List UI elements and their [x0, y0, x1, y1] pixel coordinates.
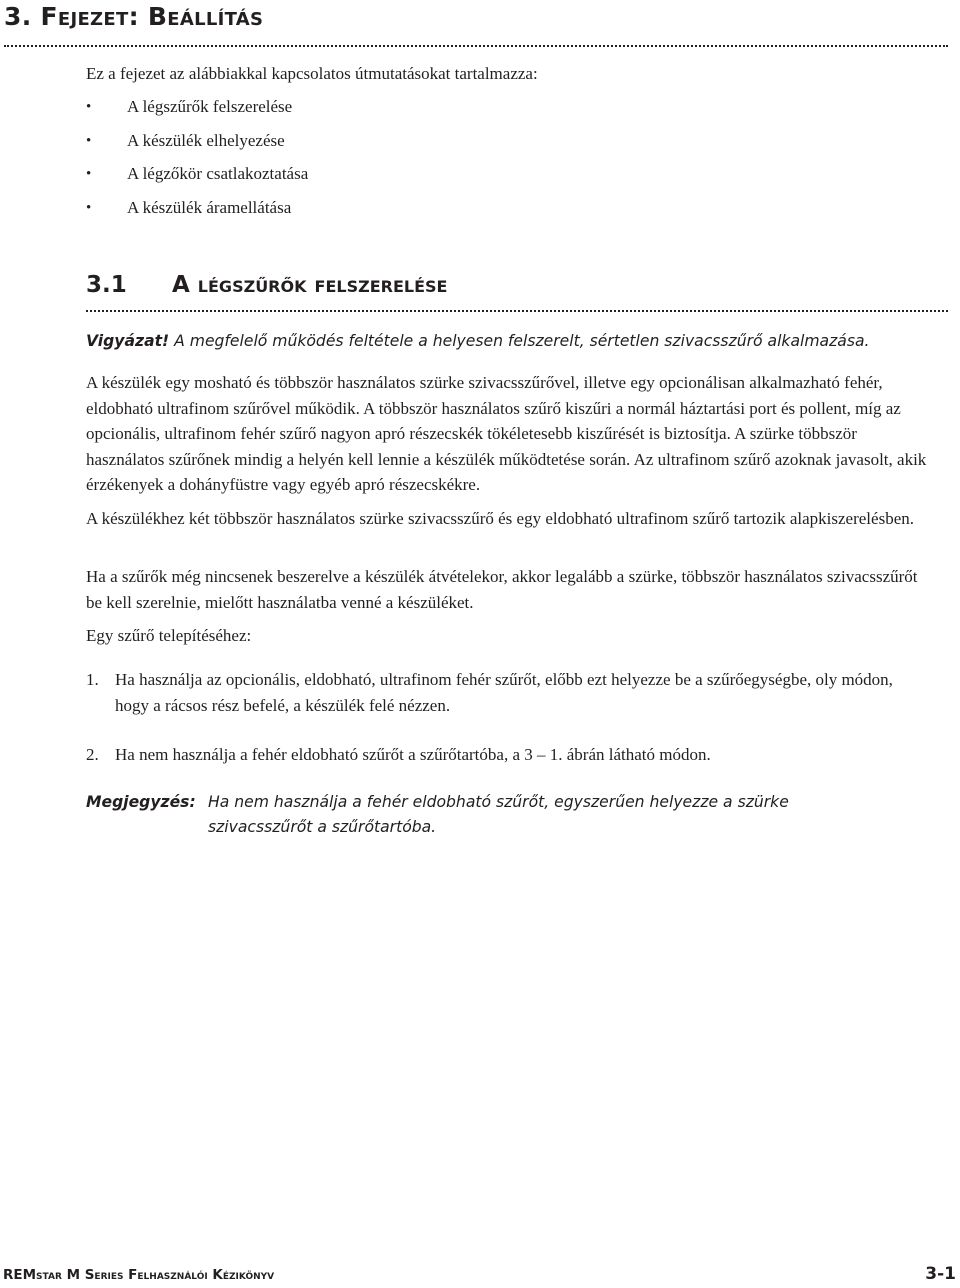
- bullet-icon: •: [86, 199, 92, 216]
- step-number: 2.: [86, 745, 99, 764]
- note-label: Megjegyzés:: [86, 793, 196, 811]
- paragraph: A készülék egy mosható és többször használatos szürke szivacsszűrővel, illetve egy opcionálisan alkalmazható fehér, eldobható ultrafinom szűrővel működik. A többször használatos szűrő kiszűri a normál háztartási port és pollent, míg az opcionális, ultrafinom fehér szűrő nagyon apró részecskék tökéletesebb kiszűrését is biztosítja. A szürke többször használatos szűrőnek mindig a helyén kell lennie a készülék működtetése során. Az ultrafinom szűrő azoknak javasolt, akik érzékenyek a dohányfüstre vagy egyéb apró részecskékre.: [86, 373, 927, 494]
- note-text: Ha nem használja a fehér eldobható szűrőt, egyszerűen helyezze a szürke szivacsszűrőt a szűrőtartóba.: [208, 793, 789, 836]
- bullet-icon: •: [86, 166, 92, 182]
- footer-page-number: 3-1: [925, 1264, 956, 1284]
- list-item: • A készülék elhelyezése: [86, 130, 308, 164]
- intro-text: Ez a fejezet az alábbiakkal kapcsolatos útmutatásokat tartalmazza:: [86, 64, 538, 83]
- section-divider: [86, 310, 948, 312]
- warning-note: [86, 332, 869, 350]
- footer-manual-title: REMstar M Series Felhasználói Kézikönyv: [3, 1267, 275, 1283]
- warning-text: A megfelelő működés feltétele a helyesen felszerelt, sértetlen szivacsszűrő alkalmazása.: [174, 332, 870, 350]
- step-text: Ha használja az opcionális, eldobható, ultrafinom fehér szűrőt, előbb ezt helyezze be a szűrőegységbe, oly módon, hogy a rácsos rész befelé, a készülék felé nézzen.: [115, 670, 893, 715]
- bullet-icon: •: [86, 132, 92, 149]
- topic-list: [86, 96, 308, 230]
- chapter-divider: [4, 45, 948, 47]
- paragraph: Egy szűrő telepítéséhez:: [86, 626, 252, 645]
- section-title: A légszűrők felszerelése: [172, 272, 448, 298]
- bullet-icon: •: [86, 99, 92, 115]
- list-item: • A légzőkör csatlakoztatása: [86, 163, 308, 197]
- step-text: Ha nem használja a fehér eldobható szűrőt a szűrőtartóba, a 3 – 1. ábrán látható módon.: [115, 745, 711, 764]
- step-item: [86, 667, 906, 718]
- chapter-title: 3. Fejezet: Beállítás: [4, 2, 264, 31]
- section-number: 3.1: [86, 272, 127, 298]
- list-item: • A légszűrők felszerelése: [86, 96, 308, 130]
- list-item: • A készülék áramellátása: [86, 197, 308, 231]
- paragraph: A készülékhez két többször használatos szürke szivacsszűrő és egy eldobható ultrafinom szűrő tartozik alapkiszerelésben.: [86, 509, 914, 528]
- paragraph: Ha a szűrők még nincsenek beszerelve a készülék átvételekor, akkor legalább a szürke, többször használatos szivacsszűrőt be kell szerelnie, mielőtt használatba venné a készüléket.: [86, 567, 918, 612]
- step-number: 1.: [86, 670, 99, 689]
- note-block: [86, 790, 848, 840]
- section-heading: [86, 272, 447, 298]
- warning-label: Vigyázat!: [86, 332, 170, 350]
- step-item: [86, 742, 906, 768]
